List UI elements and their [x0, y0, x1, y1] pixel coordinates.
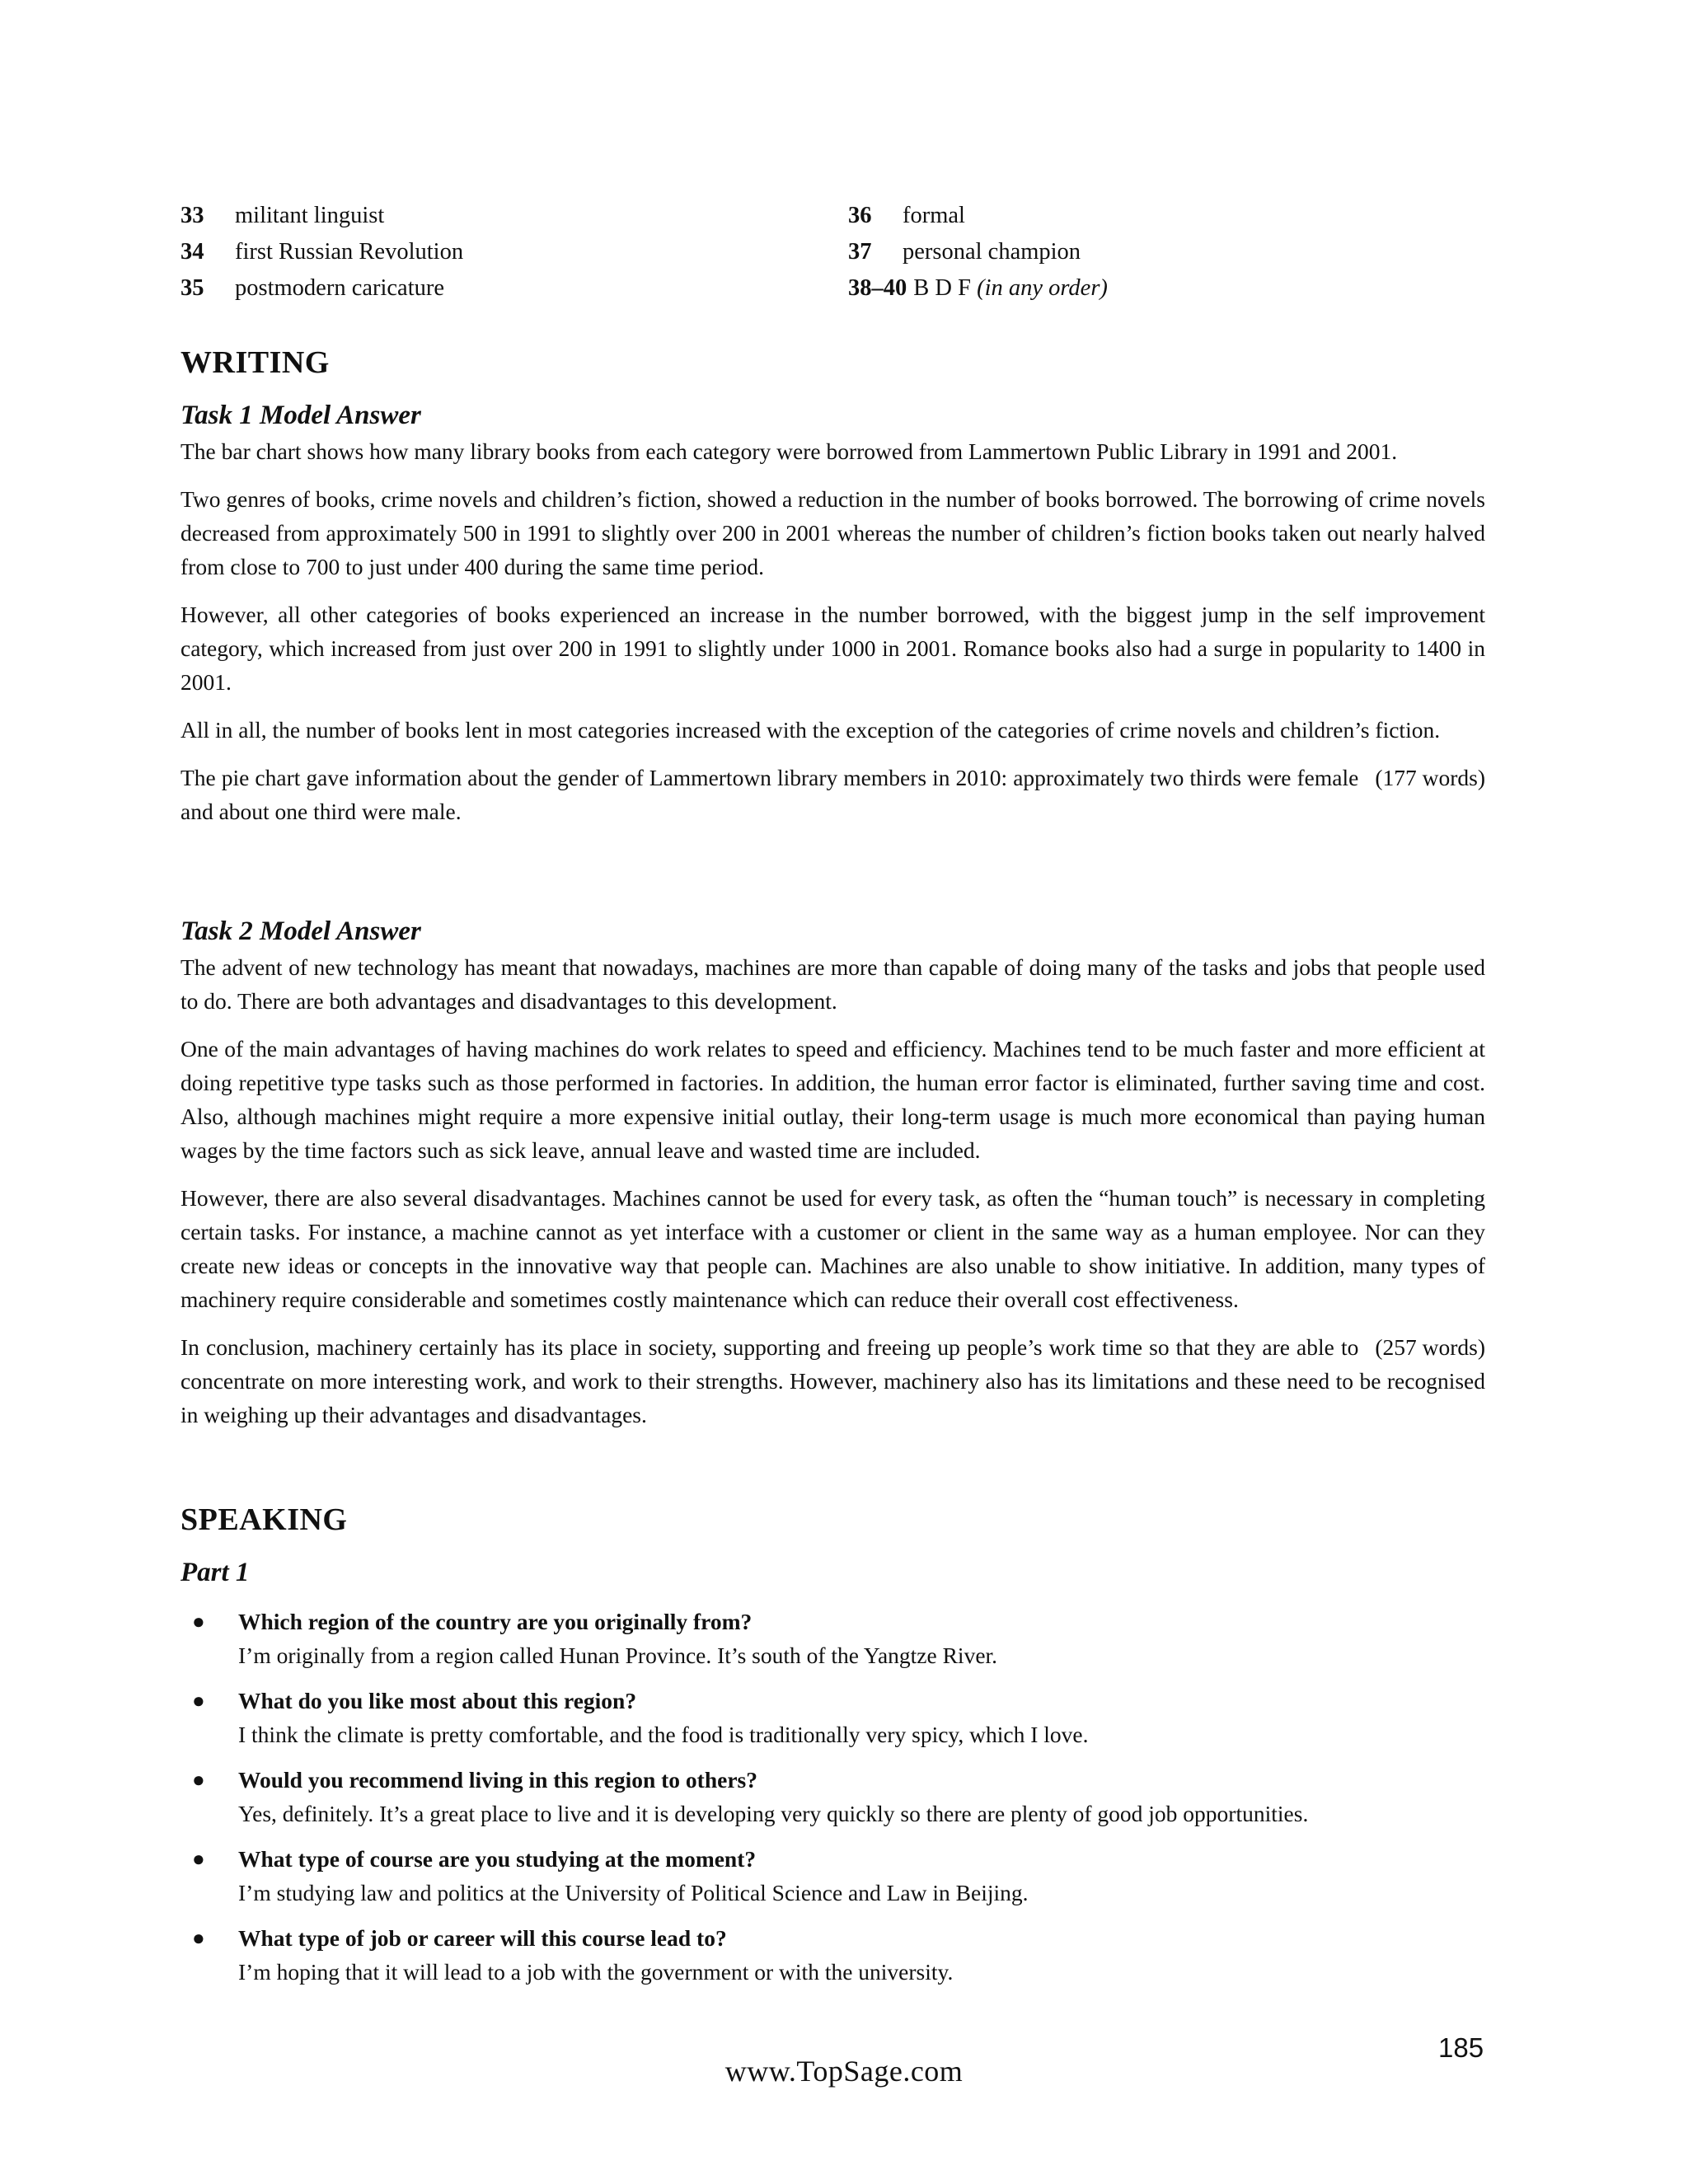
bullet-icon: ●	[192, 1610, 205, 1633]
answer-row	[848, 234, 1108, 270]
paragraph: However, all other categories of books experienced an increase in the number borrowed, with the biggest jump in the self improvement category, which increased from just over 200 in 1991 to slightly under 1000 in 2001. Romance books also had a surge in popularity to 1400 in 2001.	[181, 602, 1485, 695]
question: What type of course are you studying at the moment?	[238, 1846, 757, 1872]
answer-text: personal champion	[903, 239, 1081, 265]
answer-number: 37	[848, 239, 872, 265]
task2-body	[181, 950, 1485, 1446]
task1-body	[181, 434, 1485, 842]
answer: I’m hoping that it will lead to a job with the government or with the university.	[238, 1959, 954, 1985]
answer-number: 36	[848, 203, 872, 228]
paragraph-with-word-count	[181, 1330, 1485, 1432]
answer-number: 34	[181, 239, 204, 265]
answer-row	[848, 198, 1108, 234]
answer-text: formal	[903, 203, 965, 228]
paragraph: The bar chart shows how many library books from each category were borrowed from Lammertown Public Library in 1991 and 2001.	[181, 438, 1398, 464]
word-count: (177 words)	[1375, 765, 1485, 790]
page-number: 185	[1438, 2032, 1484, 2063]
question: Which region of the country are you originally from?	[238, 1609, 753, 1634]
bullet-icon: ●	[192, 1768, 205, 1792]
answer-row	[181, 270, 463, 307]
question: Would you recommend living in this region to others?	[238, 1767, 758, 1793]
answer-number: 38–40	[848, 275, 907, 301]
paragraph: However, there are also several disadvantages. Machines cannot be used for every task, as often the “human touch” is necessary in completing certain tasks. For instance, a machine cannot as yet interface with a customer or client in the same way as a human employee. Nor can they create new ideas or concepts in the innovative way that people can. Machines are also unable to show initiative. In addition, many types of machinery require considerable and sometimes costly maintenance which can reduce their overall cost effectiveness.	[181, 1185, 1485, 1312]
paragraph-with-word-count	[181, 761, 1485, 828]
paragraph-text: In conclusion, machinery certainly has its place in society, supporting and freeing up people’s work time so that they are able to concentrate on more interesting work, and work to their strengths. However, machinery also has its limitations and these need to be recognised in weighing up their advantages and disadvantages.	[181, 1334, 1485, 1427]
paragraph: All in all, the number of books lent in most categories increased with the exception of the categories of crime novels and children’s fiction.	[181, 717, 1441, 743]
paragraph-text: The pie chart gave information about the gender of Lammertown library members in 2010: approximately two thirds were female and about one third were male.	[181, 765, 1359, 824]
task1-heading: Task 1 Model Answer	[181, 401, 421, 430]
bullet-icon: ●	[192, 1926, 205, 1950]
answer-column-left	[181, 198, 463, 307]
answer-note: (in any order)	[977, 275, 1108, 301]
speaking-question-list	[181, 1605, 1499, 2000]
answer-text: militant linguist	[235, 203, 385, 228]
question: What do you like most about this region?	[238, 1688, 637, 1713]
paragraph: One of the main advantages of having machines do work relates to speed and efficiency. Machines tend to be much faster and more efficient at doing repetitive type tasks such as those performed in factories. In addition, the human error factor is eliminated, further saving time and cost. Also, although machines might require a more expensive initial outlay, their long-term usage is much more economical than paying human wages by the time factors such as sick leave, annual leave and wasted time are included.	[181, 1036, 1485, 1163]
list-item	[181, 1842, 1499, 1910]
bullet-icon: ●	[192, 1847, 205, 1871]
speaking-heading: SPEAKING	[181, 1502, 348, 1537]
answer-number: 33	[181, 203, 204, 228]
answer: Yes, definitely. It’s a great place to live and it is developing very quickly so there are plenty of good job opportunities.	[238, 1801, 1309, 1826]
list-item	[181, 1921, 1499, 1989]
answer-text: postmodern caricature	[235, 275, 445, 301]
answer-row	[181, 234, 463, 270]
question: What type of job or career will this course lead to?	[238, 1925, 727, 1951]
bullet-icon: ●	[192, 1689, 205, 1713]
answer-row	[181, 198, 463, 234]
answer: I think the climate is pretty comfortable, and the food is traditionally very spicy, which I love.	[238, 1722, 1089, 1747]
answer-column-right	[848, 198, 1108, 307]
list-item	[181, 1684, 1499, 1751]
answer-row	[848, 270, 1108, 307]
word-count: (257 words)	[1375, 1334, 1485, 1360]
list-item	[181, 1605, 1499, 1672]
answer-text: B D F	[913, 275, 971, 301]
list-item	[181, 1763, 1499, 1830]
answer: I’m originally from a region called Hunan Province. It’s south of the Yangtze River.	[238, 1643, 998, 1668]
answer: I’m studying law and politics at the University of Political Science and Law in Beijing.	[238, 1880, 1029, 1905]
footer-url: www.TopSage.com	[724, 2055, 964, 2088]
part1-heading: Part 1	[181, 1558, 250, 1587]
paragraph: The advent of new technology has meant that nowadays, machines are more than capable of doing many of the tasks and jobs that people used to do. There are both advantages and disadvantages to this development.	[181, 954, 1485, 1014]
writing-heading: WRITING	[181, 345, 330, 380]
task2-heading: Task 2 Model Answer	[181, 916, 421, 946]
paragraph: Two genres of books, crime novels and children’s fiction, showed a reduction in the number of books borrowed. The borrowing of crime novels decreased from approximately 500 in 1991 to slightly over 200 in 2001 whereas the number of children’s fiction books taken out nearly halved from close to 700 to just under 400 during the same time period.	[181, 486, 1485, 579]
answer-text: first Russian Revolution	[235, 239, 464, 265]
answer-number: 35	[181, 275, 204, 301]
